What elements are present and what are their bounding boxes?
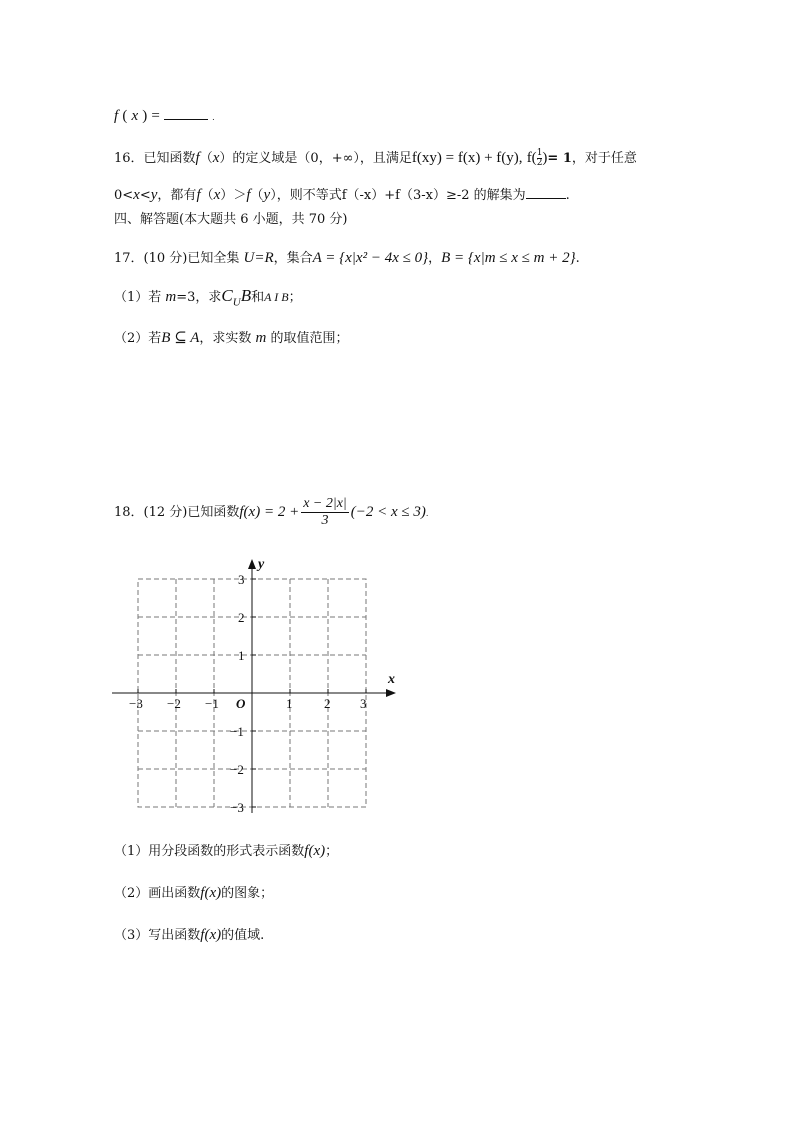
q17-p1-b: =3，求 (176, 290, 222, 305)
q16-line2: 0<x<y，都有f（x）＞f（y），则不等式f（-x）+f（3-x）≥-2 的解集为 . (114, 187, 570, 203)
q16-period: . (565, 188, 570, 203)
coordinate-grid (112, 555, 412, 815)
q17-part1 (114, 286, 302, 312)
q18-p2-end: 的图象； (221, 886, 274, 901)
q16-half-fraction: $\frac{1}{2}$ (536, 148, 543, 168)
q15-lparen: ( (122, 108, 128, 124)
x-tick-label-neg3: −3 (129, 696, 143, 711)
q18-fraction: $\frac{x - 2|x|}{3}$ (303, 496, 347, 528)
x-tick-label-1: 1 (286, 696, 293, 711)
q15-answer-line (114, 106, 215, 128)
q16-fy: f (246, 187, 251, 203)
q16-text-e: ，对于任意 (571, 151, 637, 166)
q17-complement: $C_UB$ (221, 286, 252, 309)
q16-y: y (150, 187, 158, 203)
y-tick-label-neg2: −2 (230, 762, 244, 777)
q17-head-d: . (575, 251, 580, 266)
q18-p3-text: （3）写出函数 (114, 928, 201, 943)
q16-f-half: f( (526, 150, 537, 166)
q18-f-lhs: f(x) = 2 + (239, 504, 300, 520)
q17-p1-a: （1）若 (114, 290, 166, 305)
x-tick-label-neg1: −1 (205, 696, 219, 711)
q18-p1-text: （1）用分段函数的形式表示函数 (114, 844, 305, 859)
q18-p2-text: （2）画出函数 (114, 886, 201, 901)
q18-head-a: 18．(12 分)已知函数 (114, 505, 240, 520)
x-tick-label-neg2: −2 (167, 696, 181, 711)
q17-subset: B ⊆ A (161, 330, 200, 346)
q18-p2-f: f(x) (200, 885, 222, 901)
q17-p1-m: m (165, 289, 177, 305)
q18-part2 (114, 883, 273, 904)
q16-inequality: f（-x）+f（3-x）≥-2 的解集为 (341, 188, 526, 203)
q18-p3-f: f(x) (200, 927, 222, 943)
q15-rparen: ) (142, 108, 148, 124)
q17-head-a: 17．(10 分)已知全集 (114, 251, 244, 266)
q18-p1-end: ； (325, 844, 339, 859)
q16-x-paren: （x） (199, 150, 233, 166)
q18-p1-f: f(x) (304, 843, 326, 859)
q16-functional-eq: f(xy) = f(x) + f(y), (411, 150, 523, 166)
q17-p2-b: ，求实数 (199, 331, 256, 346)
q15-answer-blank[interactable] (164, 107, 208, 120)
section-4-title: 四、解答题(本大题共 6 小题，共 70 分) (114, 212, 348, 227)
q17-head (114, 248, 580, 269)
q18-domain: (−2 < x ≤ 3) (350, 504, 426, 520)
q16-line1 (114, 148, 637, 169)
q17-intersection: A I B (264, 290, 289, 304)
q18-part3 (114, 925, 264, 946)
q16-x3: x (213, 187, 221, 203)
q18-p3-end: 的值域. (221, 928, 265, 943)
q18-head (114, 496, 428, 530)
y-axis-label: y (258, 557, 265, 572)
q17-universal-set: U=R (243, 250, 274, 266)
q16-y2: y (263, 187, 271, 203)
q17-p2-a: （2）若 (114, 331, 162, 346)
q16-answer-blank[interactable] (526, 186, 566, 199)
q17-p2-c: 的取值范围； (266, 331, 349, 346)
y-tick-label-neg3: −3 (230, 800, 244, 815)
q15-period: . (212, 113, 215, 122)
y-tick-label-1: 1 (238, 648, 245, 663)
q16-equals-one: = 1 (547, 151, 572, 166)
q15-x: x (131, 108, 139, 124)
q15-fx: f (114, 108, 119, 124)
x-tick-label-2: 2 (324, 696, 331, 711)
q17-head-b: ，集合 (273, 251, 313, 266)
q15-equals: = (151, 108, 160, 124)
q17-head-c: ， (428, 251, 442, 266)
q16-ineq-a: 0< (114, 188, 134, 203)
q17-p1-c: 和 (251, 290, 265, 305)
q16-f-half-close: ) (542, 150, 548, 166)
q16-fx: f (195, 150, 200, 166)
q16-gt: ＞ (233, 188, 247, 203)
q16-ineq-b: < (139, 188, 151, 203)
q16-text-e2: ，则不等式 (276, 188, 342, 203)
q18-part1 (114, 841, 338, 862)
q17-set-a: A = {x|x² − 4x ≤ 0} (312, 250, 429, 266)
q16-x2: x (133, 187, 140, 203)
q17-p2-m: m (255, 330, 267, 346)
q16-fx-b: f (196, 187, 201, 203)
origin-label: O (236, 696, 246, 711)
q16-text-c: ，都有 (157, 188, 197, 203)
x-axis-arrow (386, 689, 396, 697)
y-tick-label-3: 3 (238, 572, 245, 587)
x-tick-label-3: 3 (360, 696, 367, 711)
x-axis-label: x (388, 672, 395, 687)
q18-period: . (425, 509, 429, 518)
y-tick-label-2: 2 (238, 610, 245, 625)
q16-text-a: 16．已知函数 (114, 151, 196, 166)
y-axis-arrow (248, 559, 256, 569)
q17-set-b: B = {x|m ≤ x ≤ m + 2} (441, 250, 576, 266)
q17-part2 (114, 328, 349, 349)
q17-p1-d: ； (288, 290, 302, 305)
y-tick-label-neg1: −1 (230, 724, 244, 739)
q16-text-b: 的定义域是（0，+∞），且满足 (232, 151, 412, 166)
